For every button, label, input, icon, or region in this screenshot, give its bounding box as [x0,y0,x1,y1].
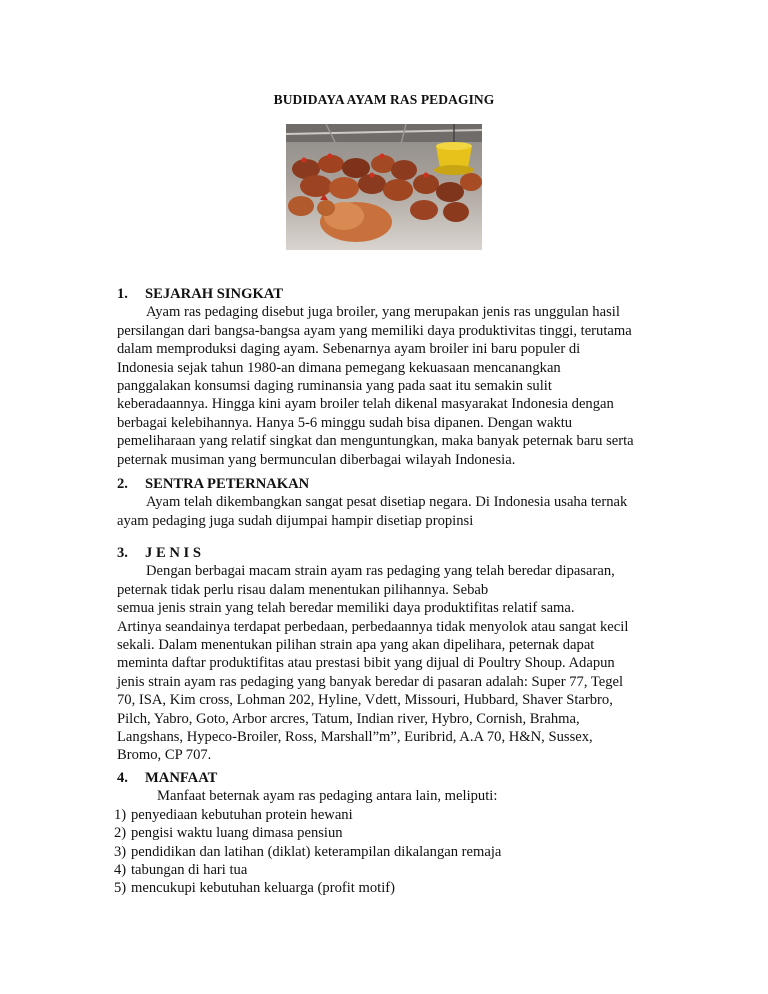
section-title: SENTRA PETERNAKAN [145,476,310,492]
list-item [114,843,657,861]
broiler-chickens-photo [286,124,482,250]
text-line: Dengan berbagai macam strain ayam ras pedaging yang telah beredar dipasaran, [146,563,615,580]
list-text: mencukupi kebutuhan keluarga (profit motif) [131,880,395,897]
list-number: 4) [114,862,127,879]
section-jenis [117,544,657,765]
text-line: Bromo, CP 707. [117,747,212,764]
section-paragraph [117,493,657,530]
list-text: pengisi waktu luang dimasa pensiun [131,825,343,842]
section-number: 1. [117,286,128,302]
text-line: Artinya seandainya terdapat perbedaan, perbedaannya tidak menyolok atau sangat kecil [117,618,629,635]
section-heading [117,285,657,303]
list-text: penyediaan kebutuhan protein hewani [131,806,353,823]
list-text: pendidikan dan latihan (diklat) keterampilan dikalangan remaja [131,843,502,860]
text-line: pemeliharaan yang relatif singkat dan menguntungkan, maka banyak peternak baru serta [117,433,634,450]
text-line: 70, ISA, Kim cross, Lohman 202, Hyline, Vdett, Missouri, Hubbard, Shaver Starbro, [117,692,613,709]
section-number: 2. [117,476,128,492]
text-line: berbagai kelebihannya. Hanya 5-6 minggu sudah bisa dipanen. Dengan waktu [117,414,573,431]
text-line: Manfaat beternak ayam ras pedaging antara lain, meliputi: [157,788,498,805]
section-paragraph [117,562,657,764]
section-heading [117,475,657,493]
text-line: ayam pedaging juga sudah dijumpai hampir disetiap propinsi [117,512,474,529]
text-line: Ayam ras pedaging disebut juga broiler, yang merupakan jenis ras unggulan hasil [146,304,620,321]
section-number: 4. [117,770,128,786]
list-item [114,861,657,879]
list-number: 2) [114,825,127,842]
text-line: Ayam telah dikembangkan sangat pesat disetiap negara. Di Indonesia usaha ternak [146,494,628,511]
section-heading [117,769,657,787]
list-number: 5) [114,880,127,897]
list-item [114,824,657,842]
text-line: jenis strain ayam ras pedaging yang banyak beredar di pasaran adalah: Super 77, Tegel [117,673,624,690]
text-line: semua jenis strain yang telah beredar memiliki daya produktifitas relatif sama. [117,600,575,617]
text-line: peternak musiman yang bermunculan diberbagai wilayah Indonesia. [117,451,516,468]
text-line: dalam memproduksi daging ayam. Sebenarnya ayam broiler ini baru populer di [117,341,581,358]
section-title: J E N I S [145,545,201,561]
section-paragraph [117,303,657,469]
list-text: tabungan di hari tua [131,862,248,879]
section-sentra-peternakan [117,475,657,530]
list-number: 3) [114,843,127,860]
text-line: meminta daftar produktifitas atau prestasi bibit yang dijual di Poultry Shoup. Adapun [117,655,615,672]
chicken-farm-image [286,124,482,250]
text-line: keberadaannya. Hingga kini ayam broiler telah dikenal masyarakat Indonesia dengan [117,396,614,413]
benefit-list [114,806,657,898]
text-line: persilangan dari bangsa-bangsa ayam yang memiliki daya produktivitas tinggi, terutama [117,322,632,339]
section-sejarah-singkat [117,285,657,469]
text-line: sekali. Dalam menentukan pilihan strain apa yang akan dipelihara, peternak dapat [117,637,595,654]
section-title: SEJARAH SINGKAT [145,286,283,302]
text-line: peternak tidak perlu risau dalam menentukan pilihannya. Sebab [117,581,489,598]
section-paragraph [117,787,657,805]
text-line: Indonesia sejak tahun 1980-an dimana pemegang kekuasaan mencanangkan [117,359,561,376]
text-line: Langshans, Hypeco-Broiler, Ross, Marshall”m”, Euribrid, A.A 70, H&N, Sussex, [117,729,593,746]
section-number: 3. [117,545,128,561]
text-line: Pilch, Yabro, Goto, Arbor arcres, Tatum, Indian river, Hybro, Cornish, Brahma, [117,710,580,727]
section-title: MANFAAT [145,770,218,786]
document-title: BUDIDAYA AYAM RAS PEDAGING [273,92,495,107]
list-item [114,879,657,897]
text-line: panggalakan konsumsi daging ruminansia yang pada saat itu semakin sulit [117,378,552,395]
list-item [114,806,657,824]
section-heading [117,544,657,562]
list-number: 1) [114,806,127,823]
section-manfaat [114,769,657,898]
